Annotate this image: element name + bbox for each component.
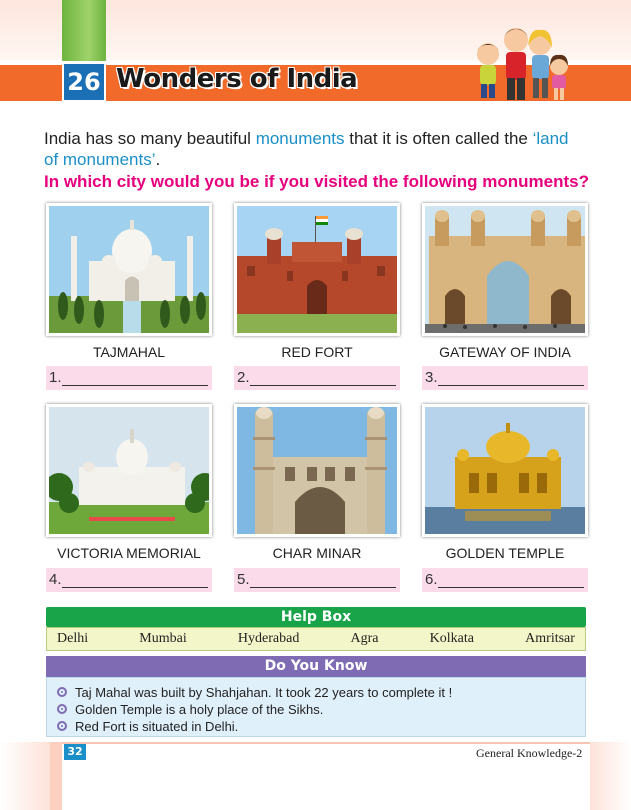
question-heading: In which city would you be if you visited the following monuments?	[44, 172, 589, 191]
monument-caption-3: GATEWAY OF INDIA	[439, 344, 571, 360]
page-number: 32	[64, 744, 86, 760]
footer-left-band	[0, 742, 50, 810]
help-word: Amritsar	[525, 631, 575, 646]
footer-right-band	[590, 742, 631, 810]
gateway-of-india-photo	[422, 203, 588, 336]
answer-field-5[interactable]: 5.	[234, 568, 400, 592]
monument-caption-4: VICTORIA MEMORIAL	[57, 545, 201, 561]
footer-left-strip	[50, 742, 62, 810]
monument-caption-5: CHAR MINAR	[272, 545, 362, 561]
bullet-icon	[57, 704, 67, 714]
fact-item: Red Fort is situated in Delhi.	[57, 718, 575, 735]
help-word: Delhi	[57, 631, 89, 646]
answer-field-4[interactable]: 4.	[46, 568, 212, 592]
help-word: Hyderabad	[237, 631, 300, 646]
help-word: Mumbai	[139, 631, 187, 646]
answer-field-3[interactable]: 3.	[422, 366, 588, 390]
footer-divider	[0, 742, 631, 744]
fact-item: Golden Temple is a holy place of the Sikhs.	[57, 701, 575, 718]
answer-field-2[interactable]: 2.	[234, 366, 400, 390]
help-word: Agra	[350, 631, 379, 646]
do-you-know-list	[46, 677, 586, 737]
do-you-know-title: Do You Know	[46, 656, 586, 677]
highlight-land-of-monuments: ‘land of monuments’	[44, 129, 569, 169]
cartoon-kids-illustration	[470, 14, 570, 104]
intro-paragraph: India has so many beautiful monuments that it is often called the ‘land of monuments’.	[44, 129, 569, 169]
golden-temple-photo	[422, 404, 588, 537]
red-fort-photo	[234, 203, 400, 336]
help-box-words	[46, 627, 586, 651]
monument-caption-1: TAJMAHAL	[92, 344, 166, 360]
monument-caption-2: RED FORT	[281, 344, 353, 360]
chapter-tab	[62, 0, 106, 65]
highlight-monuments: monuments	[255, 129, 345, 148]
answer-field-6[interactable]: 6.	[422, 568, 588, 592]
help-box-title: Help Box	[46, 607, 586, 627]
book-title: General Knowledge-2	[476, 746, 583, 760]
bullet-icon	[57, 721, 67, 731]
char-minar-photo	[234, 404, 400, 537]
answer-field-1[interactable]: 1.	[46, 366, 212, 390]
monument-caption-6: GOLDEN TEMPLE	[445, 545, 565, 561]
bullet-icon	[57, 687, 67, 697]
tajmahal-photo	[46, 203, 212, 336]
help-word: Kolkata	[429, 631, 474, 646]
fact-item: Taj Mahal was built by Shahjahan. It took 22 years to complete it !	[57, 684, 575, 701]
chapter-number: 26	[62, 62, 106, 102]
page-title: Wonders of India	[116, 64, 358, 94]
victoria-memorial-photo	[46, 404, 212, 537]
